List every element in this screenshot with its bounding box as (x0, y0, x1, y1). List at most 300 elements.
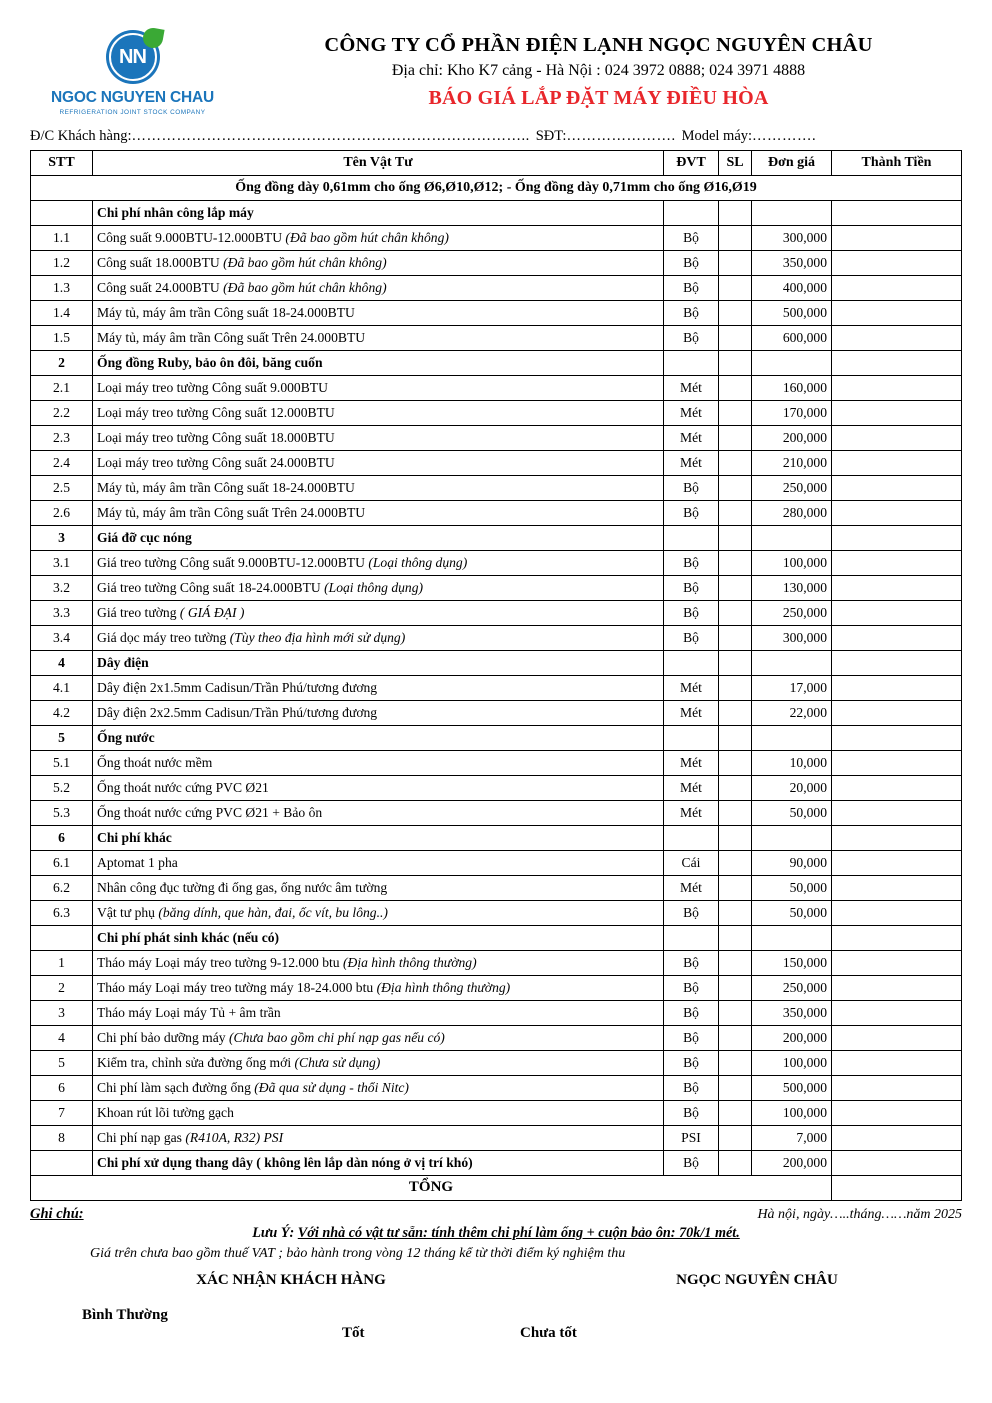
cell-amount[interactable] (832, 801, 962, 826)
cell-stt: 5 (31, 726, 93, 751)
cell-unit-price: 17,000 (752, 676, 832, 701)
cell-stt: 3.1 (31, 551, 93, 576)
cell-unit-price: 200,000 (752, 426, 832, 451)
cell-name: Kiểm tra, chỉnh sửa đường ống mới (Chưa sử dụng) (93, 1051, 664, 1076)
header-text-block (235, 26, 962, 110)
cell-unit-price (752, 351, 832, 376)
cell-quantity[interactable] (719, 701, 752, 726)
cell-unit (664, 526, 719, 551)
table-row (31, 401, 962, 426)
col-total: Thành Tiền (832, 151, 962, 176)
cell-name: Chi phí xử dụng thang dây ( không lên lắp dàn nóng ở vị trí khó) (93, 1151, 664, 1176)
cell-name: Chi phí khác (93, 826, 664, 851)
cell-unit: Bộ (664, 226, 719, 251)
col-stt: STT (31, 151, 93, 176)
table-row (31, 1026, 962, 1051)
cell-name: Tháo máy Loại máy Tủ + âm trần (93, 1001, 664, 1026)
cell-quantity[interactable] (719, 526, 752, 551)
table-row (31, 876, 962, 901)
company-logo (30, 26, 235, 116)
table-row (31, 351, 962, 376)
cell-unit: Bộ (664, 576, 719, 601)
cell-unit: Bộ (664, 501, 719, 526)
date-line: Hà nội, ngày…..tháng……năm 2025 (757, 1207, 962, 1222)
cell-amount[interactable] (832, 676, 962, 701)
company-address: Địa chỉ: Kho K7 cảng - Hà Nội : 024 3972 0888; 024 3971 4888 (391, 62, 806, 79)
cell-stt: 2.4 (31, 451, 93, 476)
cell-unit-price: 150,000 (752, 951, 832, 976)
cell-amount[interactable] (832, 1101, 962, 1126)
cell-unit (664, 726, 719, 751)
table-row (31, 1151, 962, 1176)
table-row (31, 426, 962, 451)
rating-normal[interactable]: Bình Thường (82, 1307, 168, 1323)
cell-unit-price: 100,000 (752, 1051, 832, 1076)
cell-name: Chi phí phát sinh khác (nếu có) (93, 926, 664, 951)
cell-unit-price (752, 926, 832, 951)
logo-circle-icon (106, 30, 160, 84)
cell-unit-price (752, 726, 832, 751)
col-sl: SL (719, 151, 752, 176)
cell-amount[interactable] (832, 951, 962, 976)
cell-unit-price: 22,000 (752, 701, 832, 726)
cell-unit (664, 201, 719, 226)
cell-unit: PSI (664, 1126, 719, 1151)
cell-quantity[interactable] (719, 776, 752, 801)
cell-amount[interactable] (832, 276, 962, 301)
cell-name: Giá treo tường Công suất 9.000BTU-12.000BTU (Loại thông dụng) (93, 551, 664, 576)
cell-amount[interactable] (832, 201, 962, 226)
table-row (31, 276, 962, 301)
cell-unit-price: 90,000 (752, 851, 832, 876)
table-row (31, 251, 962, 276)
cell-stt: 2.1 (31, 376, 93, 401)
cell-unit: Bộ (664, 976, 719, 1001)
rating-bad[interactable]: Chưa tốt (520, 1325, 577, 1341)
cell-amount[interactable] (832, 1026, 962, 1051)
cell-quantity[interactable] (719, 1126, 752, 1151)
cell-unit-price (752, 651, 832, 676)
cell-unit: Mét (664, 376, 719, 401)
cell-quantity[interactable] (719, 226, 752, 251)
pipe-spec-text: Ống đồng dày 0,61mm cho ống Ø6,Ø10,Ø12; - Ống đồng dày 0,71mm cho ống Ø16,Ø19 (31, 176, 962, 201)
model-label: Model máy: (681, 128, 753, 144)
cell-amount[interactable] (832, 726, 962, 751)
cell-amount[interactable] (832, 901, 962, 926)
cell-unit-price: 10,000 (752, 751, 832, 776)
cell-quantity[interactable] (719, 826, 752, 851)
cell-quantity[interactable] (719, 801, 752, 826)
table-row (31, 201, 962, 226)
cell-name: Vật tư phụ (băng dính, que hàn, đai, ốc vít, bu lông..) (93, 901, 664, 926)
cell-amount[interactable] (832, 826, 962, 851)
cell-amount[interactable] (832, 651, 962, 676)
cell-name: Aptomat 1 pha (93, 851, 664, 876)
cell-unit-price: 600,000 (752, 326, 832, 351)
cell-amount[interactable] (832, 526, 962, 551)
cell-amount[interactable] (832, 576, 962, 601)
cell-amount[interactable] (832, 851, 962, 876)
cell-unit: Mét (664, 426, 719, 451)
cell-unit-price: 250,000 (752, 601, 832, 626)
cell-quantity[interactable] (719, 301, 752, 326)
col-name: Tên Vật Tư (93, 151, 664, 176)
cell-name: Chi phí làm sạch đường ống (Đã qua sử dụng - thổi Nitc) (93, 1076, 664, 1101)
cell-name: Dây điện 2x2.5mm Cadisun/Trần Phú/tương đương (93, 701, 664, 726)
cell-unit-price: 170,000 (752, 401, 832, 426)
cell-unit-price: 280,000 (752, 501, 832, 526)
cell-quantity[interactable] (719, 451, 752, 476)
cell-unit: Bộ (664, 551, 719, 576)
customer-address-field[interactable]: …………………………………………………………………….. (131, 128, 530, 144)
cell-stt: 2.2 (31, 401, 93, 426)
cell-quantity[interactable] (719, 376, 752, 401)
cell-stt: 1.1 (31, 226, 93, 251)
table-row (31, 751, 962, 776)
cell-amount[interactable] (832, 876, 962, 901)
cell-unit-price: 100,000 (752, 1101, 832, 1126)
cell-quantity[interactable] (719, 876, 752, 901)
cell-name: Giá treo tường Công suất 18-24.000BTU (Loại thông dụng) (93, 576, 664, 601)
cell-stt: 1 (31, 951, 93, 976)
cell-amount[interactable] (832, 1126, 962, 1151)
cell-name: Máy tủ, máy âm trần Công suất 18-24.000BTU (93, 476, 664, 501)
cell-stt: 2 (31, 976, 93, 1001)
cell-amount[interactable] (832, 701, 962, 726)
cell-quantity[interactable] (719, 976, 752, 1001)
cell-quantity[interactable] (719, 551, 752, 576)
cell-unit-price (752, 526, 832, 551)
cell-amount[interactable] (832, 426, 962, 451)
cell-quantity[interactable] (719, 201, 752, 226)
table-row (31, 1051, 962, 1076)
cell-quantity[interactable] (719, 476, 752, 501)
table-row (31, 451, 962, 476)
note-label: Ghi chú: (30, 1206, 84, 1222)
table-row (31, 1001, 962, 1026)
cell-quantity[interactable] (719, 1101, 752, 1126)
cell-stt (31, 201, 93, 226)
cell-amount[interactable] (832, 401, 962, 426)
cell-unit: Bộ (664, 301, 719, 326)
cell-unit: Bộ (664, 476, 719, 501)
cell-amount[interactable] (832, 376, 962, 401)
table-row (31, 1126, 962, 1151)
cell-amount[interactable] (832, 751, 962, 776)
page-title: BÁO GIÁ LẮP ĐẶT MÁY ĐIỀU HÒA (428, 87, 769, 109)
cell-quantity[interactable] (719, 601, 752, 626)
pipe-spec-banner (31, 176, 962, 201)
cell-unit: Bộ (664, 1076, 719, 1101)
cell-amount[interactable] (832, 326, 962, 351)
cell-stt: 4.1 (31, 676, 93, 701)
cell-quantity[interactable] (719, 676, 752, 701)
cell-unit-price: 200,000 (752, 1026, 832, 1051)
cell-amount[interactable] (832, 501, 962, 526)
cell-unit-price: 50,000 (752, 876, 832, 901)
cell-quantity[interactable] (719, 426, 752, 451)
cell-unit: Bộ (664, 251, 719, 276)
cell-amount[interactable] (832, 476, 962, 501)
table-row (31, 926, 962, 951)
table-row (31, 851, 962, 876)
cell-stt: 1.3 (31, 276, 93, 301)
cell-stt: 5 (31, 1051, 93, 1076)
cell-amount[interactable] (832, 1051, 962, 1076)
cell-stt: 2.3 (31, 426, 93, 451)
table-row (31, 676, 962, 701)
customer-phone-field[interactable]: …………………. (566, 128, 676, 144)
cell-unit-price: 300,000 (752, 626, 832, 651)
cell-stt: 1.2 (31, 251, 93, 276)
cell-quantity[interactable] (719, 651, 752, 676)
cell-unit: Mét (664, 676, 719, 701)
cell-unit-price: 300,000 (752, 226, 832, 251)
cell-unit-price (752, 201, 832, 226)
cell-name: Chi phí nhân công lắp máy (93, 201, 664, 226)
cell-name: Loại máy treo tường Công suất 12.000BTU (93, 401, 664, 426)
cell-stt: 8 (31, 1126, 93, 1151)
cell-name: Công suất 9.000BTU-12.000BTU (Đã bao gồm hút chân không) (93, 226, 664, 251)
cell-name: Ống đồng Ruby, bảo ôn đôi, băng cuốn (93, 351, 664, 376)
cell-stt: 6.3 (31, 901, 93, 926)
table-row (31, 901, 962, 926)
vat-note: Giá trên chưa bao gồm thuế VAT ; bảo hành trong vòng 12 tháng kể từ thời điểm ký nghiệm thu (90, 1246, 626, 1261)
important-note (30, 1225, 962, 1242)
cell-stt: 2.5 (31, 476, 93, 501)
cell-unit-price: 100,000 (752, 551, 832, 576)
cell-unit-price: 500,000 (752, 1076, 832, 1101)
cell-stt: 2 (31, 351, 93, 376)
cell-amount[interactable] (832, 551, 962, 576)
company-name: CÔNG TY CỔ PHẦN ĐIỆN LẠNH NGỌC NGUYÊN CHÂU (324, 34, 873, 56)
customer-info-line (30, 128, 962, 145)
cell-unit (664, 826, 719, 851)
cell-unit-price: 400,000 (752, 276, 832, 301)
cell-amount[interactable] (832, 226, 962, 251)
col-dvt: ĐVT (664, 151, 719, 176)
cell-quantity[interactable] (719, 1051, 752, 1076)
rating-good[interactable]: Tốt (342, 1325, 365, 1341)
cell-quantity[interactable] (719, 626, 752, 651)
cell-name: Nhân công đục tường đi ống gas, ống nước âm tường (93, 876, 664, 901)
signature-row (30, 1272, 962, 1289)
cell-stt: 3.3 (31, 601, 93, 626)
table-row (31, 526, 962, 551)
cell-amount[interactable] (832, 451, 962, 476)
cell-quantity[interactable] (719, 926, 752, 951)
cell-quantity[interactable] (719, 851, 752, 876)
cell-name: Ống thoát nước mềm (93, 751, 664, 776)
cell-amount[interactable] (832, 776, 962, 801)
cell-amount[interactable] (832, 976, 962, 1001)
col-price: Đơn giá (752, 151, 832, 176)
cell-stt: 3 (31, 1001, 93, 1026)
cell-unit: Mét (664, 876, 719, 901)
cell-unit: Mét (664, 701, 719, 726)
cell-unit-price: 50,000 (752, 801, 832, 826)
table-row (31, 726, 962, 751)
table-row (31, 626, 962, 651)
cell-stt: 3.4 (31, 626, 93, 651)
cell-amount[interactable] (832, 926, 962, 951)
cell-stt: 5.1 (31, 751, 93, 776)
cell-quantity[interactable] (719, 1076, 752, 1101)
cell-unit: Bộ (664, 1051, 719, 1076)
table-row (31, 651, 962, 676)
signature-company: NGỌC NGUYÊN CHÂU (676, 1272, 838, 1288)
table-row (31, 226, 962, 251)
cell-quantity[interactable] (719, 326, 752, 351)
cell-stt: 1.5 (31, 326, 93, 351)
cell-stt: 6 (31, 826, 93, 851)
cell-unit: Mét (664, 801, 719, 826)
document-header (30, 26, 962, 124)
cell-unit: Mét (664, 751, 719, 776)
table-row (31, 326, 962, 351)
table-row (31, 1101, 962, 1126)
cell-unit: Bộ (664, 326, 719, 351)
logo-company-name: NGOC NGUYEN CHAU (50, 89, 214, 106)
cell-unit: Bộ (664, 901, 719, 926)
cell-amount[interactable] (832, 1076, 962, 1101)
cell-unit-price: 210,000 (752, 451, 832, 476)
cell-name: Tháo máy Loại máy treo tường 9-12.000 btu (Địa hình thông thường) (93, 951, 664, 976)
model-field[interactable]: …………. (752, 128, 817, 144)
cell-unit: Bộ (664, 951, 719, 976)
cell-name: Giá treo tường ( GIÁ ĐẠI ) (93, 601, 664, 626)
cell-unit-price: 250,000 (752, 476, 832, 501)
cell-name: Chi phí nạp gas (R410A, R32) PSI (93, 1126, 664, 1151)
cell-amount[interactable] (832, 1151, 962, 1176)
cell-name: Loại máy treo tường Công suất 18.000BTU (93, 426, 664, 451)
cell-unit-price: 250,000 (752, 976, 832, 1001)
cell-name: Tháo máy Loại máy treo tường máy 18-24.000 btu (Địa hình thông thường) (93, 976, 664, 1001)
table-header-row (31, 151, 962, 176)
cell-quantity[interactable] (719, 576, 752, 601)
table-row (31, 801, 962, 826)
important-note-text: Với nhà có vật tư sẵn: tính thêm chi phí làm ống + cuộn bảo ôn: 70k/1 mét. (297, 1225, 740, 1241)
cell-stt: 7 (31, 1101, 93, 1126)
cell-stt: 6.2 (31, 876, 93, 901)
table-row (31, 776, 962, 801)
logo-company-subtitle: REFRIGERATION JOINT STOCK COMPANY (59, 109, 206, 116)
table-row (31, 376, 962, 401)
table-row (31, 501, 962, 526)
cell-unit: Bộ (664, 1151, 719, 1176)
cell-stt: 2.6 (31, 501, 93, 526)
table-body (31, 176, 962, 1176)
customer-address-label: Đ/C Khách hàng: (30, 128, 132, 144)
cell-unit-price: 200,000 (752, 1151, 832, 1176)
table-row (31, 976, 962, 1001)
cell-quantity[interactable] (719, 951, 752, 976)
cell-amount[interactable] (832, 626, 962, 651)
cell-unit: Mét (664, 451, 719, 476)
cell-quantity[interactable] (719, 401, 752, 426)
cell-name: Dây điện 2x1.5mm Cadisun/Trần Phú/tương đương (93, 676, 664, 701)
table-row (31, 951, 962, 976)
cell-name: Chi phí bảo dưỡng máy (Chưa bao gồm chi phí nạp gas nếu có) (93, 1026, 664, 1051)
cell-name: Máy tủ, máy âm trần Công suất Trên 24.000BTU (93, 326, 664, 351)
cell-quantity[interactable] (719, 351, 752, 376)
cell-stt: 6 (31, 1076, 93, 1101)
cell-quantity[interactable] (719, 501, 752, 526)
cell-name: Công suất 24.000BTU (Đã bao gồm hút chân không) (93, 276, 664, 301)
cell-stt: 3.2 (31, 576, 93, 601)
cell-unit-price: 7,000 (752, 1126, 832, 1151)
cell-unit: Bộ (664, 1101, 719, 1126)
cell-stt (31, 926, 93, 951)
important-note-prefix: Lưu Ý: (252, 1225, 298, 1241)
cell-stt: 4.2 (31, 701, 93, 726)
cell-stt: 5.2 (31, 776, 93, 801)
cell-quantity[interactable] (719, 1001, 752, 1026)
cell-unit-price: 160,000 (752, 376, 832, 401)
cell-unit-price: 350,000 (752, 1001, 832, 1026)
cell-quantity[interactable] (719, 901, 752, 926)
cell-name: Công suất 18.000BTU (Đã bao gồm hút chân không) (93, 251, 664, 276)
table-row (31, 1076, 962, 1101)
cell-name: Loại máy treo tường Công suất 9.000BTU (93, 376, 664, 401)
cell-unit-price: 130,000 (752, 576, 832, 601)
cell-stt: 4 (31, 1026, 93, 1051)
table-row (31, 701, 962, 726)
cell-unit-price: 50,000 (752, 901, 832, 926)
cell-amount[interactable] (832, 1001, 962, 1026)
cell-amount[interactable] (832, 301, 962, 326)
cell-unit-price: 500,000 (752, 301, 832, 326)
cell-quantity[interactable] (719, 1151, 752, 1176)
total-value[interactable] (832, 1176, 962, 1201)
cell-amount[interactable] (832, 601, 962, 626)
cell-stt: 5.3 (31, 801, 93, 826)
cell-unit: Bộ (664, 601, 719, 626)
cell-stt: 4 (31, 651, 93, 676)
cell-quantity[interactable] (719, 251, 752, 276)
table-row (31, 826, 962, 851)
cell-name: Ống thoát nước cứng PVC Ø21 (93, 776, 664, 801)
cell-quantity[interactable] (719, 276, 752, 301)
cell-unit: Mét (664, 776, 719, 801)
table-row (31, 576, 962, 601)
cell-unit-price: 350,000 (752, 251, 832, 276)
cell-quantity[interactable] (719, 751, 752, 776)
customer-phone-label: SĐT: (535, 128, 567, 144)
total-label: TỔNG (31, 1176, 832, 1201)
cell-stt: 6.1 (31, 851, 93, 876)
cell-name: Giá đỡ cục nóng (93, 526, 664, 551)
cell-name: Dây điện (93, 651, 664, 676)
cell-name: Máy tủ, máy âm trần Công suất 18-24.000BTU (93, 301, 664, 326)
cell-unit: Bộ (664, 626, 719, 651)
logo-monogram: NN (109, 33, 157, 81)
cell-amount[interactable] (832, 251, 962, 276)
cell-stt: 1.4 (31, 301, 93, 326)
table-row (31, 601, 962, 626)
table-row (31, 301, 962, 326)
cell-quantity[interactable] (719, 726, 752, 751)
total-row (31, 1176, 962, 1201)
note-row (30, 1206, 962, 1223)
cell-quantity[interactable] (719, 1026, 752, 1051)
cell-unit: Bộ (664, 276, 719, 301)
table-row (31, 551, 962, 576)
cell-unit: Bộ (664, 1026, 719, 1051)
cell-amount[interactable] (832, 351, 962, 376)
cell-unit: Cái (664, 851, 719, 876)
table-row (31, 476, 962, 501)
